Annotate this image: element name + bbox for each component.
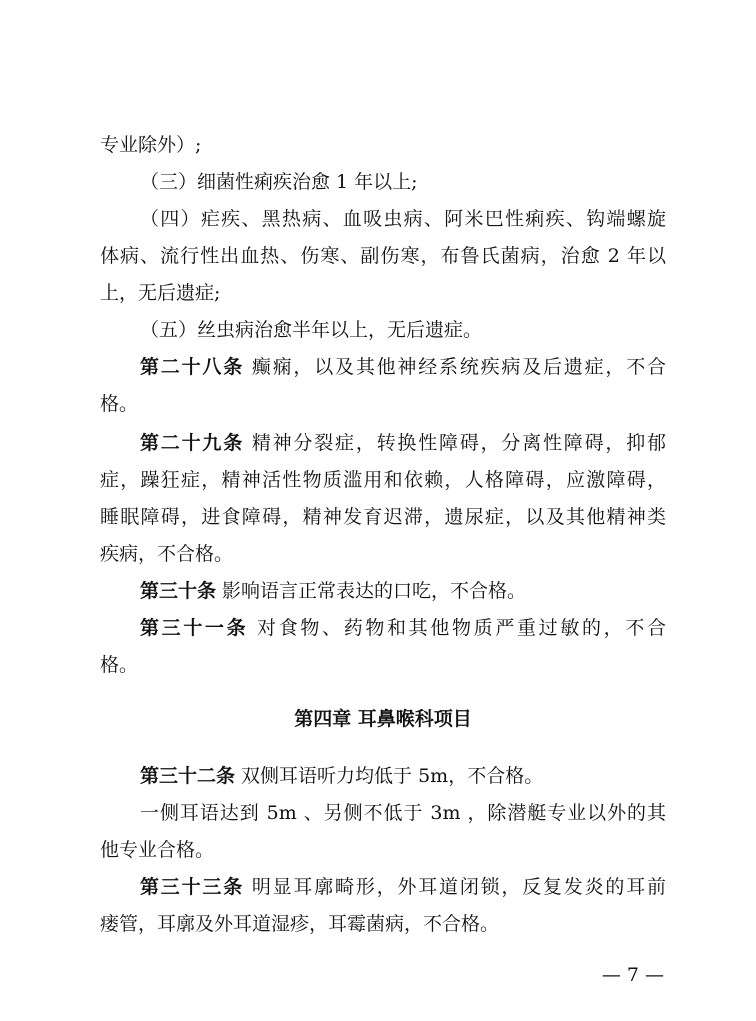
text-line: 体病、流行性出血热、伤寒、副伤寒，布鲁氏菌病，治愈 2 年以 <box>100 245 666 267</box>
article-30: 第三十条 影响语言正常表达的口吃，不合格。 <box>140 580 527 602</box>
text-line: 睡眠障碍，进食障碍，精神发育迟滞，遗尿症，以及其他精神类 <box>100 506 666 528</box>
text-line: 瘘管，耳廓及外耳道湿疹，耳霉菌病，不合格。 <box>100 913 500 935</box>
text-line: 症，躁狂症，精神活性物质滥用和依赖，人格障碍，应激障碍， <box>100 469 666 491</box>
text-line: 一侧耳语达到 5m 、另侧不低于 3m ，除潜艇专业以外的其 <box>140 802 666 824</box>
chapter-title: 第四章 耳鼻喉科项目 <box>294 708 472 730</box>
article-28: 第二十八条 癫痫，以及其他神经系统疾病及后遗症，不合 <box>140 356 666 378</box>
article-32: 第三十二条 双侧耳语听力均低于 5m，不合格。 <box>140 765 544 787</box>
article-label: 第三十二条 <box>140 765 236 787</box>
text-line: 疾病，不合格。 <box>100 543 234 565</box>
article-33: 第三十三条 明显耳廓畸形，外耳道闭锁，反复发炎的耳前 <box>140 876 666 898</box>
text-line: （四）疟疾、黑热病、血吸虫病、阿米巴性痢疾、钩端螺旋 <box>140 208 666 230</box>
text-line: （五）丝虫病治愈半年以上，无后遗症。 <box>140 319 483 341</box>
article-29: 第二十九条 精神分裂症，转换性障碍，分离性障碍，抑郁 <box>140 432 666 454</box>
article-31: 第三十一条 对食物、药物和其他物质严重过敏的，不合 <box>140 617 666 639</box>
text-line: 专业除外）; <box>100 134 202 156</box>
article-label: 第三十一条 <box>140 617 249 639</box>
article-label: 第二十九条 <box>140 432 244 454</box>
text-line: （三）细菌性痢疾治愈 1 年以上; <box>140 171 418 193</box>
article-label: 第二十八条 <box>140 356 244 378</box>
page-number: — 7 — <box>601 964 664 986</box>
text-line: 上，无后遗症; <box>100 282 221 304</box>
article-label: 第三十条 <box>140 580 217 602</box>
article-label: 第三十三条 <box>140 876 244 898</box>
text-line: 格。 <box>100 654 139 676</box>
text-line: 他专业合格。 <box>100 839 215 861</box>
text-line: 格。 <box>100 393 139 415</box>
